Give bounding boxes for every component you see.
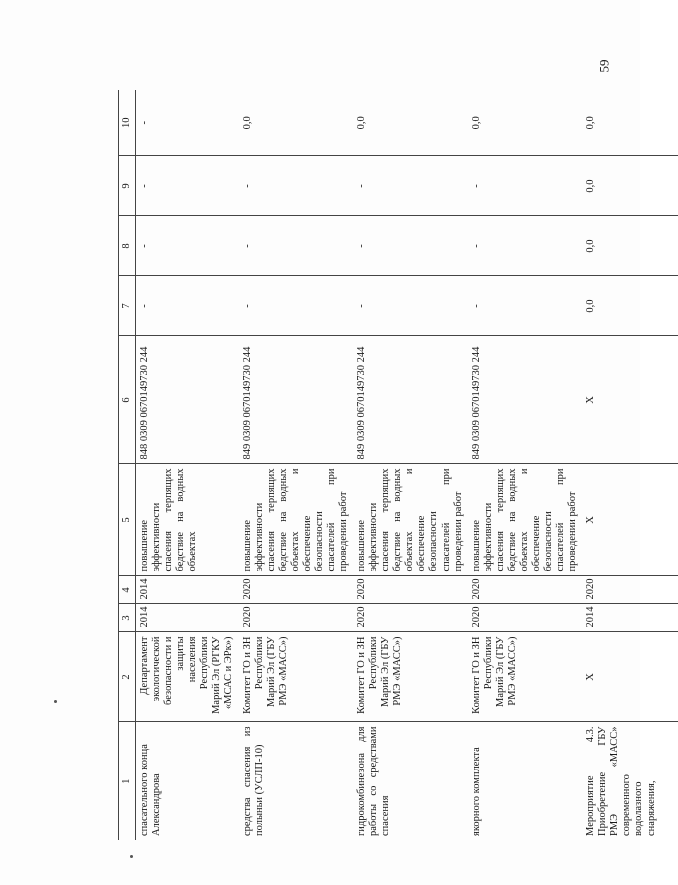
table-row (468, 90, 583, 840)
executor-cell: Департамент экологической безопасности и защиты населения Республики Марий Эл (РГКУ «МСАС и ЭРк») (136, 632, 239, 722)
start-year-cell: 2020 (239, 604, 354, 632)
expected-result-cell: повышение эффективности спасения терпящих бедствие на водных объектах (136, 464, 239, 576)
measure-name-cell: спасательного конца Александрова (139, 744, 163, 836)
value-cell: 0,0 (239, 90, 354, 156)
value-cell: 0,0 (582, 90, 678, 156)
header-cell: 5 (119, 464, 136, 576)
header-cell: 2 (119, 632, 136, 722)
measure-name-cell: якорного комплекта (470, 747, 482, 836)
table-row (353, 90, 468, 840)
header-cell: 3 (119, 604, 136, 632)
value-cell: 0,0 (582, 156, 678, 216)
table-row (136, 90, 239, 840)
start-year-cell: 2020 (353, 604, 468, 632)
header-row (119, 90, 136, 840)
executor-cell: Х (582, 632, 678, 722)
header-cell: 10 (119, 90, 136, 156)
value-cell: - (468, 156, 583, 216)
budget-code-cell: 849 0309 0670149730 244 (468, 336, 583, 464)
executor-cell: Комитет ГО и ЗН Республики Марий Эл (ГБУ РМЭ «МАСС») (353, 632, 468, 722)
page-number: 59 (596, 59, 612, 73)
header-cell: 6 (119, 336, 136, 464)
end-year-cell: 2020 (468, 576, 583, 604)
budget-code-cell: 848 0309 0670149730 244 (136, 336, 239, 464)
value-cell: - (136, 276, 239, 336)
expected-result-cell: повышение эффективности спасения терпящих бедствие на водных объектах и обеспечение безопасности спасателей при проведении работ (353, 464, 468, 576)
header-cell: 4 (119, 576, 136, 604)
header-cell: 1 (119, 722, 136, 840)
value-cell: 0,0 (582, 216, 678, 276)
header-cell: 8 (119, 216, 136, 276)
rotated-table-container (118, 90, 657, 840)
budget-code-cell: 849 0309 0670149730 244 (353, 336, 468, 464)
table-row (239, 90, 354, 840)
header-cell: 7 (119, 276, 136, 336)
value-cell: - (353, 156, 468, 216)
end-year-cell: 2020 (353, 576, 468, 604)
expected-result-cell: повышение эффективности спасения терпящих бедствие на водных объектах и обеспечение безопасности спасателей при проведении работ (468, 464, 583, 576)
value-cell: - (468, 216, 583, 276)
start-year-cell: 2014 (582, 604, 678, 632)
end-year-cell: 2014 (136, 576, 239, 604)
measure-name-cell: гидрокомбинезона для работы со средствами спасения (356, 726, 392, 836)
executor-cell: Комитет ГО и ЗН Республики Марий Эл (ГБУ РМЭ «МАСС») (468, 632, 583, 722)
value-cell: 0,0 (353, 90, 468, 156)
start-year-cell: 2014 (136, 604, 239, 632)
budget-code-cell: 849 0309 0670149730 244 (239, 336, 354, 464)
value-cell: - (239, 156, 354, 216)
value-cell: - (353, 276, 468, 336)
value-cell: - (353, 216, 468, 276)
header-cell: 9 (119, 156, 136, 216)
end-year-cell: 2020 (582, 576, 678, 604)
value-cell: - (239, 276, 354, 336)
value-cell: - (136, 156, 239, 216)
measure-name-cell: Мероприятие 4.3. Приобретение ГБУ РМЭ «МАСС» современного водолазного снаряжения, (585, 726, 657, 836)
scan-speck (54, 700, 57, 703)
value-cell: - (136, 216, 239, 276)
end-year-cell: 2020 (239, 576, 354, 604)
budget-code-cell: Х (582, 336, 678, 464)
program-measures-table (118, 90, 678, 840)
executor-cell: Комитет ГО и ЗН Республики Марий Эл (ГБУ РМЭ «МАСС») (239, 632, 354, 722)
value-cell: - (136, 90, 239, 156)
value-cell: 0,0 (468, 90, 583, 156)
start-year-cell: 2020 (468, 604, 583, 632)
measure-name-cell: средства спасения из полыньи (УСЛП-10) (241, 726, 265, 836)
value-cell: - (239, 216, 354, 276)
value-cell: 0,0 (582, 276, 678, 336)
table-row (582, 90, 678, 840)
expected-result-cell: повышение эффективности спасения терпящих бедствие на водных объектах и обеспечение безопасности спасателей при проведении работ (239, 464, 354, 576)
value-cell: - (468, 276, 583, 336)
scan-speck (130, 855, 133, 858)
expected-result-cell: Х (582, 464, 678, 576)
